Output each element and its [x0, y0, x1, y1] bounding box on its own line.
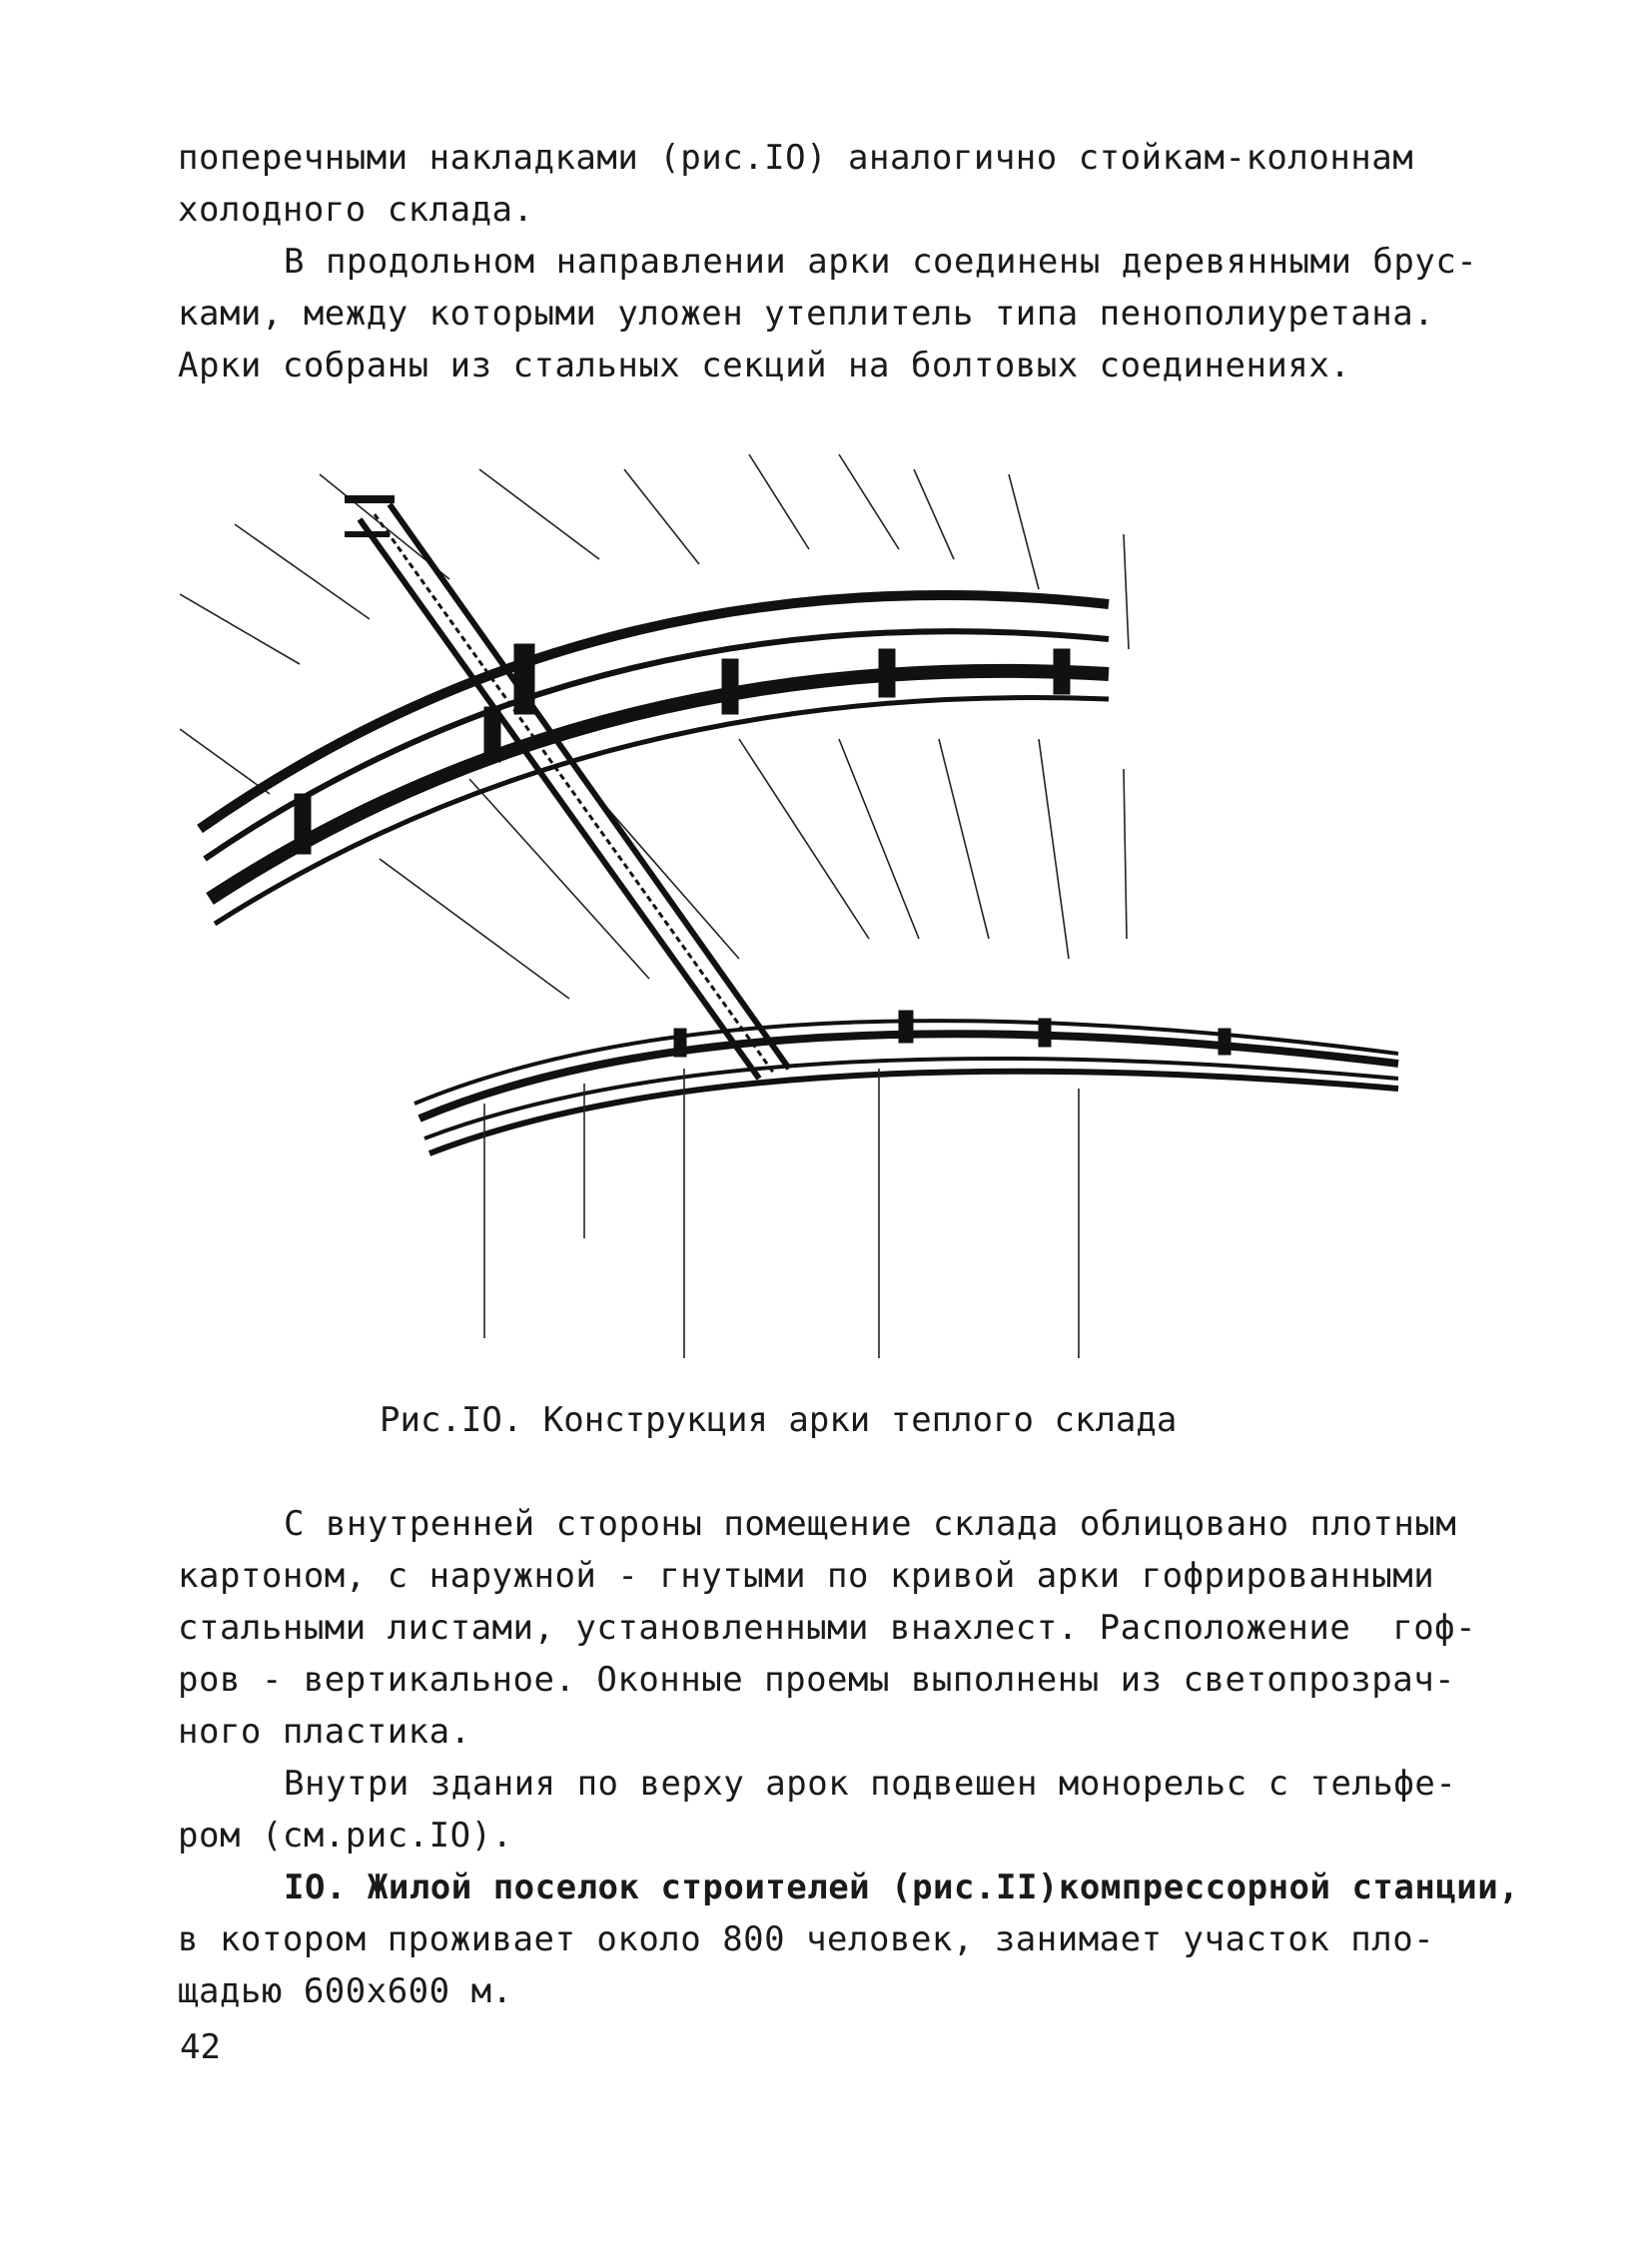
page-number: 42	[180, 2027, 221, 2067]
text-line: ного пластика.	[178, 1712, 471, 1752]
paragraph-1	[178, 132, 1446, 236]
text-line: поперечными накладками (рис.IO) аналогично стойкам-колоннам	[178, 138, 1414, 178]
text-line: картоном, с наружной - гнутыми по кривой арки гофрированными	[178, 1556, 1435, 1596]
paragraph-3	[178, 1498, 1477, 1758]
paragraph-4	[178, 1758, 1457, 1862]
text-line: холодного склада.	[178, 190, 534, 230]
roof-lines	[180, 454, 1129, 999]
text-line: ров - вертикальное. Оконные проемы выполнены из светопрозрач-	[178, 1660, 1456, 1700]
text-line: IO. Жилой поселок строителей (рис.II)компрессорной станции,	[284, 1868, 1520, 1907]
paragraph-5	[178, 1862, 1520, 2017]
text-line: ками, между которыми уложен утеплитель типа пенополиуретана.	[178, 294, 1435, 334]
text-line: в котором проживает около 800 человек, занимает участок пло-	[178, 1919, 1435, 1959]
figure-caption: Рис.IO. Конструкция арки теплого склада	[380, 1400, 1178, 1440]
text-line: ром (см.рис.IO).	[178, 1816, 513, 1856]
text-line: Арки собраны из стальных секций на болтовых соединениях.	[178, 346, 1351, 385]
paragraph-2	[178, 236, 1478, 391]
arch-figure	[180, 439, 1438, 1358]
text-line: С внутренней стороны помещение склада облицовано плотным	[284, 1504, 1457, 1544]
text-line: щадью 600х600 м.	[178, 1971, 513, 2011]
text-line: В продольном направлении арки соединены деревянными брус-	[284, 242, 1478, 282]
text-line: Внутри здания по верху арок подвешен монорельс с тельфе-	[284, 1764, 1457, 1804]
lower-arch	[414, 1011, 1398, 1153]
text-line: стальными листами, установленными внахлест. Расположение гоф-	[178, 1608, 1477, 1648]
